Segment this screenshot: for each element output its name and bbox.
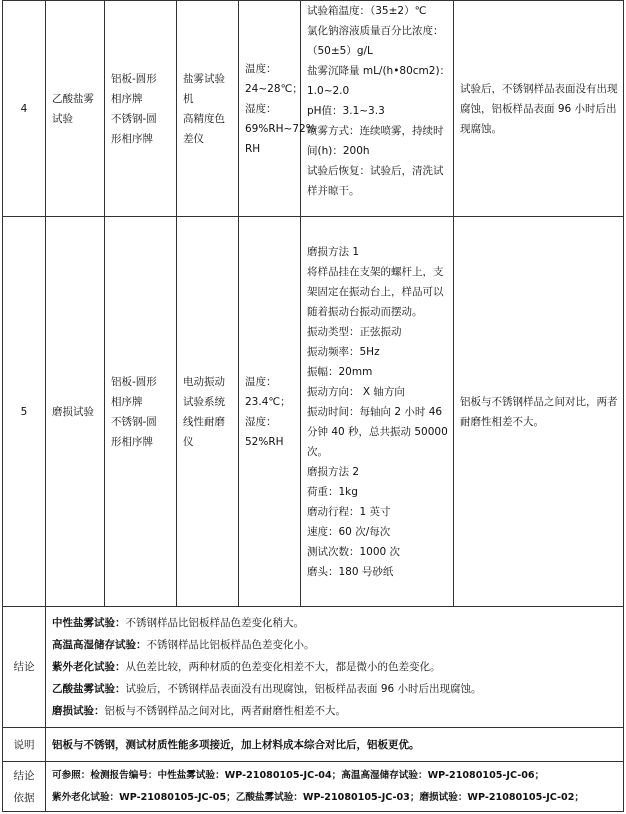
conclusion-item: 高温高湿储存试验：不锈钢样品比铝板样品色差变化小。 (52, 639, 315, 651)
test-name-cell: 乙酸盐雾 试验 (46, 1, 105, 217)
test-name-cell: 磨损试验 (46, 217, 105, 607)
method-cell: 试验箱温度：（35±2）℃ 氯化钠溶液质量百分比浓度： （50±5）g/L 盐雾沉降量 mL/(h•80cm2)： 1.0~2.0 pH值：3.1~3.3 喷雾方式：连续喷雾，持续时 间(h)：200h 试验后恢复：试验后，清洗试 样并晾干。 (301, 1, 454, 217)
table-row (3, 217, 624, 607)
test-results-table (2, 0, 624, 812)
conclusion-item: 中性盐雾试验：不锈钢样品比铝板样品色差变化稍大。 (52, 617, 304, 629)
note-row (3, 728, 624, 762)
conclusion-row (3, 607, 624, 728)
note-label: 说明 (3, 728, 46, 762)
environment-cell: 温度： 24~28℃； 湿度： 69%RH~72% RH (239, 1, 301, 217)
basis-row (3, 762, 624, 812)
sample-cell: 铝板-圆形 相序牌 不锈钢-圆 形相序牌 (105, 1, 177, 217)
conclusion-label: 结论 (3, 607, 46, 728)
row-number: 5 (3, 217, 46, 607)
conclusion-item: 磨损试验：铝板与不锈钢样品之间对比，两者耐磨性相差不大。 (52, 705, 346, 717)
method-cell: 磨损方法 1 将样品挂在支架的螺杆上，支 架固定在振动台上，样品可以 随着振动台振动而摆动。 振动类型：正弦振动 振动频率：5Hz 振幅：20mm 振动方向： X 轴方向 振动时间：每轴向 2 小时 46 分钟 40 秒，总共振动 50000 次。 磨损方法 2 荷重：1kg 磨动行程：1 英寸 速度：60 次/每次 测试次数：1000 次 磨头：180 号砂纸 (301, 217, 454, 607)
equipment-cell: 电动振动 试验系统 线性耐磨 仪 (177, 217, 239, 607)
conclusion-item: 乙酸盐雾试验：试验后，不锈钢样品表面没有出现腐蚀，铝板样品表面 96 小时后出现腐蚀。 (52, 683, 482, 695)
basis-content: 可参照：检测报告编号：中性盐雾试验：WP-21080105-JC-04；高温高湿储存试验：WP-21080105-JC-06； 紫外老化试验：WP-21080105-JC-05；乙酸盐雾试验：WP-21080105-JC-03；磨损试验：WP-21080105-JC-02； (46, 762, 624, 812)
note-content: 铝板与不锈钢，测试材质性能多项接近，加上材料成本综合对比后，铝板更优。 (46, 728, 624, 762)
table-row (3, 1, 624, 217)
conclusion-content (46, 607, 624, 728)
environment-cell: 温度： 23.4℃； 湿度： 52%RH (239, 217, 301, 607)
sample-cell: 铝板-圆形 相序牌 不锈钢-圆 形相序牌 (105, 217, 177, 607)
result-cell: 试验后，不锈钢样品表面没有出现 腐蚀，铝板样品表面 96 小时后出 现腐蚀。 (454, 1, 624, 217)
equipment-cell: 盐雾试验 机 高精度色 差仪 (177, 1, 239, 217)
row-number: 4 (3, 1, 46, 217)
result-cell: 铝板与不锈钢样品之间对比，两者 耐磨性相差不大。 (454, 217, 624, 607)
basis-label: 结论 依据 (3, 762, 46, 812)
conclusion-item: 紫外老化试验：从色差比较，两种材质的色差变化相差不大，都是微小的色差变化。 (52, 661, 441, 673)
